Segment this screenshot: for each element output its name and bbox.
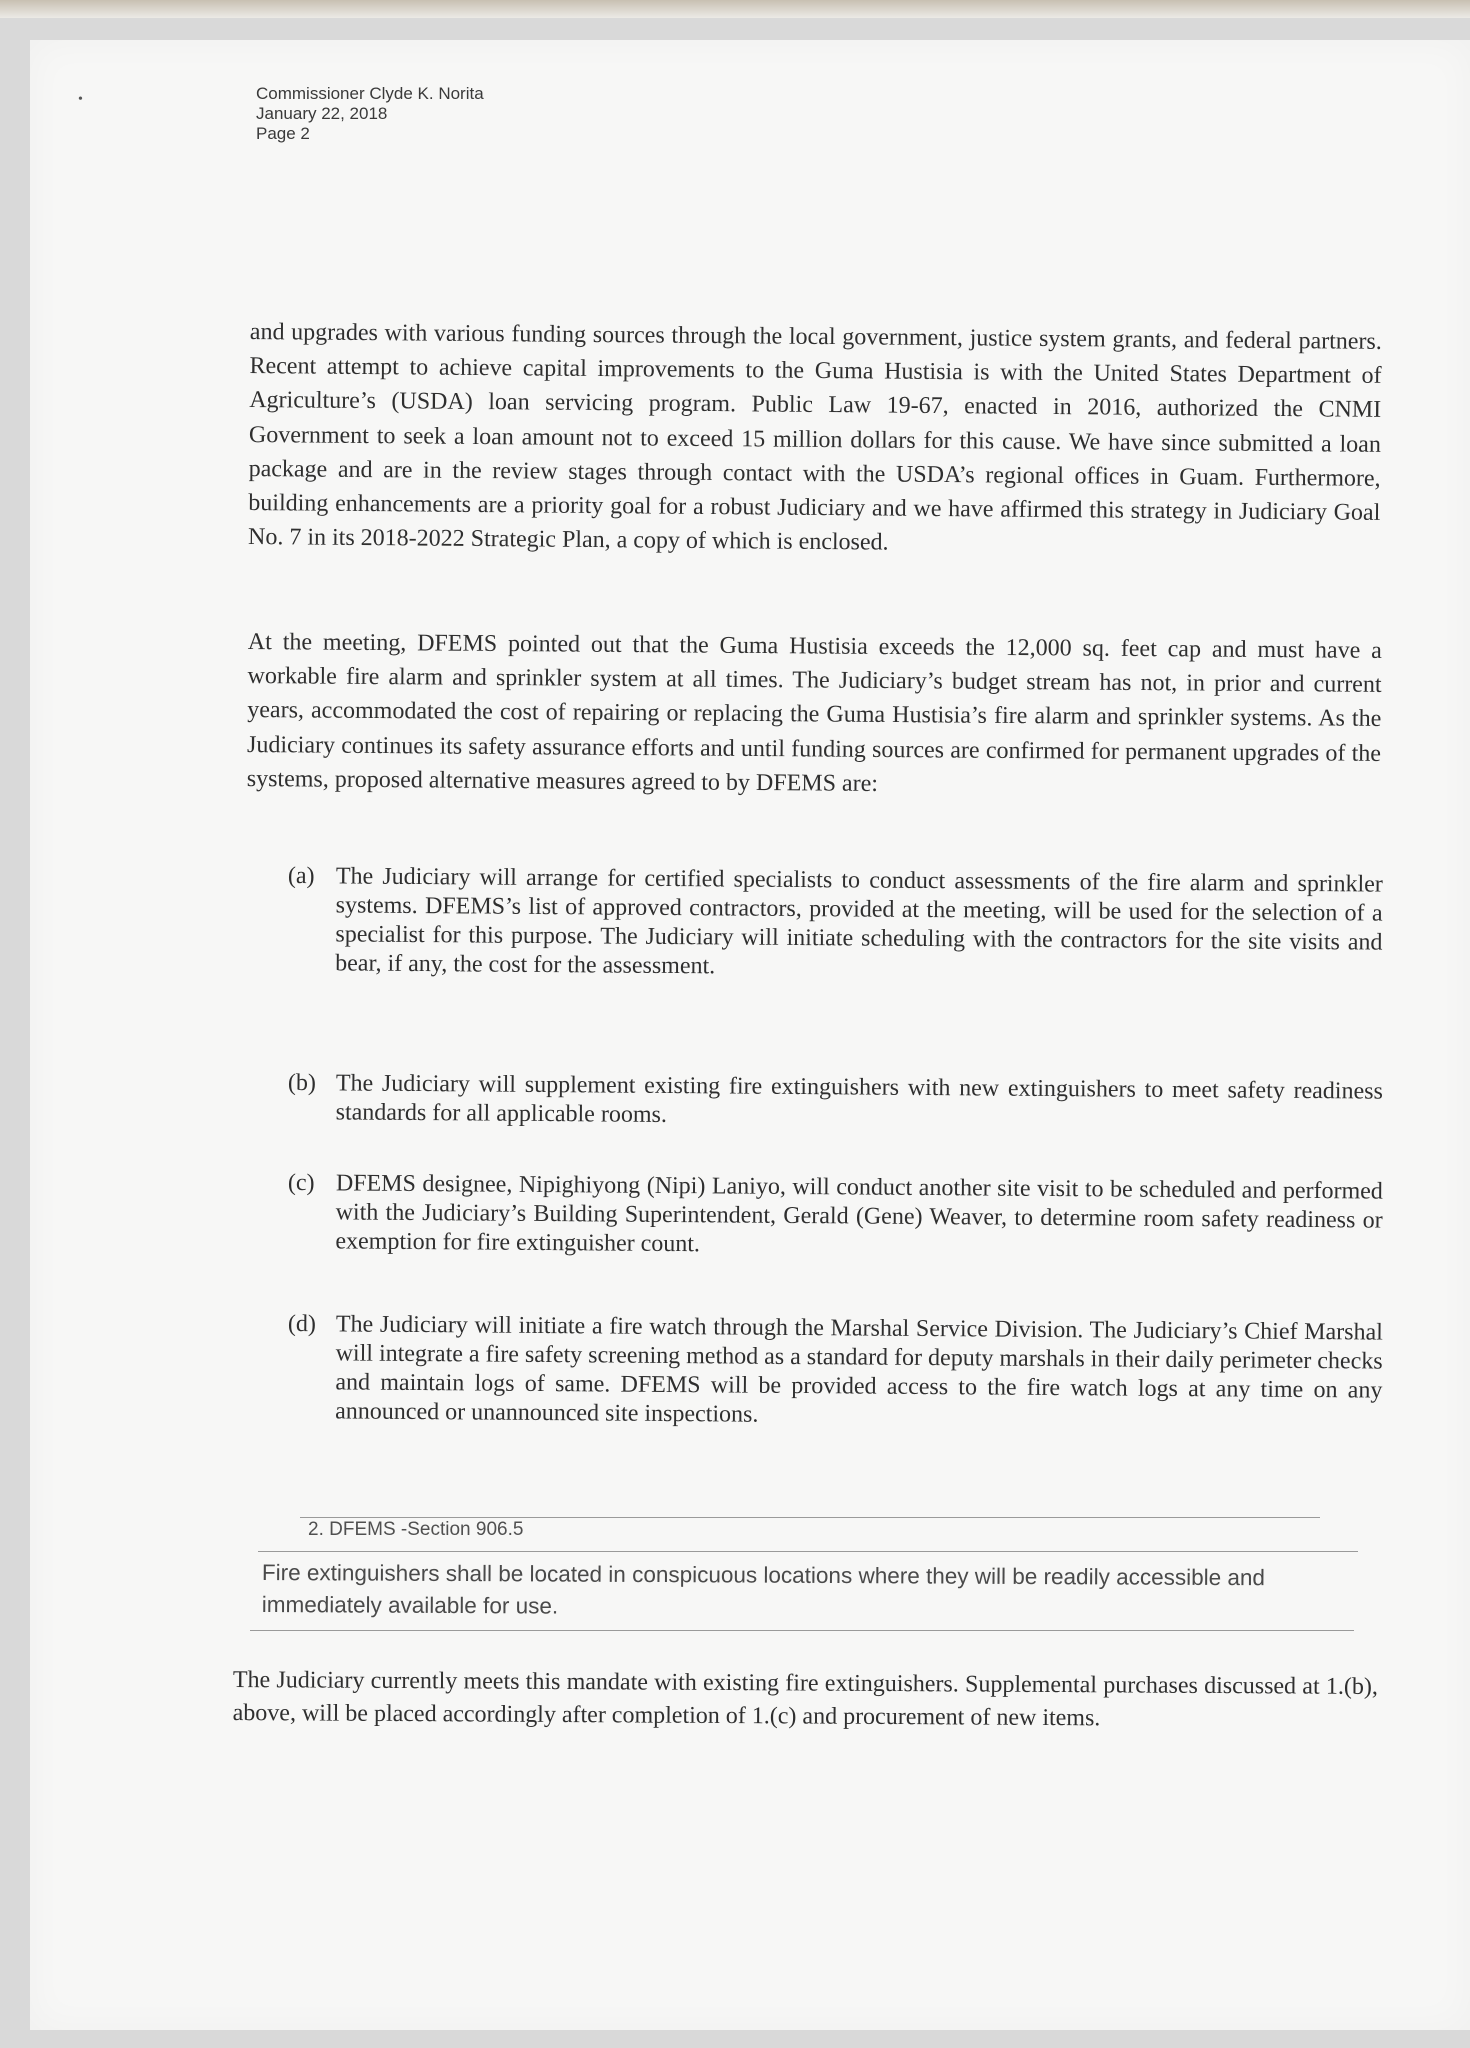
section-rule-lower <box>250 1630 1354 1631</box>
section-rule-upper <box>258 1551 1358 1552</box>
list-item-marker: (a) <box>287 862 315 890</box>
letter-header <box>256 84 484 144</box>
list-item <box>287 1169 1383 1265</box>
header-page-number: Page 2 <box>256 124 310 143</box>
paragraph-mandate: The Judiciary currently meets this mandate with existing fire extinguishers. Supplemental purchases discussed at 1.(b), above, will be placed accordingly after completion of 1.(c) and procurement of new items. <box>232 1667 1378 1732</box>
list-item-text: The Judiciary will arrange for certified specialists to conduct assessments of the fire alarm and sprinkler systems. DFEMS’s list of approved contractors, provided at the meeting, will be used for the selection of a specialist for this purpose. The Judiciary will initiate scheduling with the contractors for the site visits and bear, if any, the cost for the assessment. <box>335 863 1383 980</box>
list-item <box>287 1310 1383 1435</box>
scan-mark: • <box>78 92 83 107</box>
paragraph-funding: and upgrades with various funding sources through the local government, justice system grants, and federal partners. Recent attempt to achieve capital improvements to the Guma Hustisia is with the United States Department of Agriculture’s (USDA) loan servicing program. Public Law 19-67, enacted in 2016, authorized the CNMI Government to seek a loan amount not to exceed 15 million dollars for this cause. We have since submitted a loan package and are in the review stages through contact with the USDA’s regional offices in Guam. Furthermore, building enhancements are a priority goal for a robust Judiciary and we have affirmed this strategy in Judiciary Goal No. 7 in its 2018-2022 Strategic Plan, a copy of which is enclosed. <box>247 318 1382 556</box>
list-item-text: The Judiciary will supplement existing fire extinguishers with new extinguishers to meet safety readiness standards for all applicable rooms. <box>335 1070 1383 1128</box>
scan-top-edge <box>0 0 1470 18</box>
list-item-text: The Judiciary will initiate a fire watch through the Marshal Service Division. The Judiciary’s Chief Marshal will integrate a fire safety screening method as a standard for deputy marshals in their daily perimeter checks and maintain logs of same. DFEMS will be provided access to the fire watch logs at any time on any announced or unannounced site inspections. <box>335 1311 1383 1428</box>
list-item-text: DFEMS designee, Nipighiyong (Nipi) Laniyo, will conduct another site visit to be scheduled and performed with the Judiciary’s Building Superintendent, Gerald (Gene) Weaver, to determine room safety readiness or exemption for fire extinguisher count. <box>335 1170 1383 1258</box>
list-item-marker: (b) <box>287 1070 316 1097</box>
list-item <box>288 1069 1383 1136</box>
header-date: January 22, 2018 <box>256 104 388 123</box>
list-item-marker: (d) <box>287 1311 316 1338</box>
list-item <box>287 862 1383 987</box>
section-heading: 2. DFEMS -Section 906.5 <box>308 1519 524 1540</box>
list-item-marker: (c) <box>287 1170 315 1197</box>
section-rule-top <box>300 1517 1320 1518</box>
paragraph-meeting: At the meeting, DFEMS pointed out that the Guma Hustisia exceeds the 12,000 sq. feet cap and must have a workable fire alarm and sprinkler system at all times. The Judiciary’s budget stream has not, in prior and current years, accommodated the cost of repairing or replacing the Guma Hustisia’s fire alarm and sprinkler systems. As the Judiciary continues its safety assurance efforts and until funding sources are confirmed for permanent upgrades of the systems, proposed alternative measures agreed to by DFEMS are: <box>246 628 1382 797</box>
header-recipient: Commissioner Clyde K. Norita <box>256 84 484 103</box>
section-quote: Fire extinguishers shall be located in conspicuous locations where they will be readily accessible and immediately available for use. <box>261 1560 1266 1619</box>
